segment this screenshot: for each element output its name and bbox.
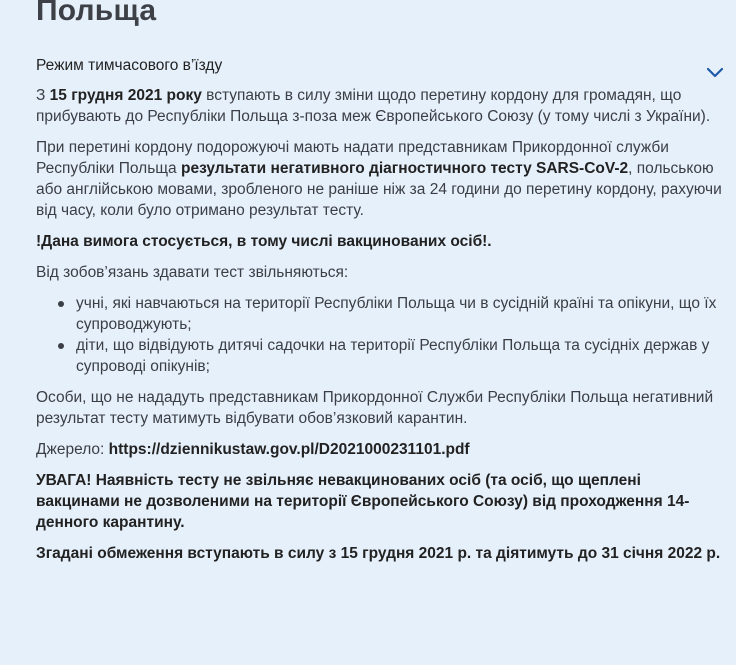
paragraph-source: Джерело: https://dziennikustaw.gov.pl/D2021000231101.pdf	[36, 441, 470, 458]
chevron-down-icon[interactable]	[702, 59, 728, 85]
paragraph-effective-date: З 15 грудня 2021 року вступають в силу зміни щодо перетину кордону для громадян, що прибувають до Республіки Польща з-поза меж Європейського Союзу (у тому числі з України).	[36, 87, 711, 125]
section-title: Режим тимчасового в’їзду	[36, 57, 223, 74]
accordion-section	[36, 55, 726, 574]
paragraph-warning: УВАГА! Наявність тесту не звільняє невакцинованих осіб (та осіб, що щеплені вакцинами не дозволеними на території Європейського Союзу) від проходження 14-денного карантину.	[36, 472, 690, 531]
exemptions-list	[36, 293, 726, 377]
paragraph-test-requirement: При перетині кордону подорожуючі мають надати представникам Прикордонної служби Республіки Польща результати негативного діагностичного тесту SARS-CoV-2, польською або англійською мовами, зробленого не раніше ніж за 24 години до перетину кордону, рахуючи від часу, коли було отримано результат тесту.	[36, 139, 722, 219]
country-title: Польща	[36, 0, 157, 27]
accordion-header[interactable]	[36, 55, 726, 85]
list-item: учні, які навчаються на території Республіки Польща чи в сусідній країні та опікуни, що їх супроводжують;	[58, 293, 726, 335]
section-body	[36, 85, 726, 564]
source-link[interactable]: https://dziennikustaw.gov.pl/D2021000231101.pdf	[108, 441, 470, 458]
test-requirement: результати негативного діагностичного тесту SARS-CoV-2	[180, 160, 629, 177]
paragraph-exemptions-intro: Від зобов’язань здавати тест звільняються:	[36, 264, 349, 281]
paragraph-final: Згадані обмеження вступають в силу з 15 грудня 2021 р. та діятимуть до 31 січня 2022 р.	[36, 545, 721, 562]
list-item: діти, що відвідують дитячі садочки на території Республіки Польща та сусідніх держав у супроводі опікунів;	[58, 335, 726, 377]
paragraph-quarantine: Особи, що не нададуть представникам Прикордонної Служби Республіки Польща негативний результат тесту матимуть відбувати обов’язковий карантин.	[36, 389, 714, 427]
paragraph-vaccinated-note: !Дана вимога стосується, в тому числі вакцинованих осіб!.	[36, 233, 492, 250]
effective-date: 15 грудня 2021 року	[49, 87, 202, 104]
